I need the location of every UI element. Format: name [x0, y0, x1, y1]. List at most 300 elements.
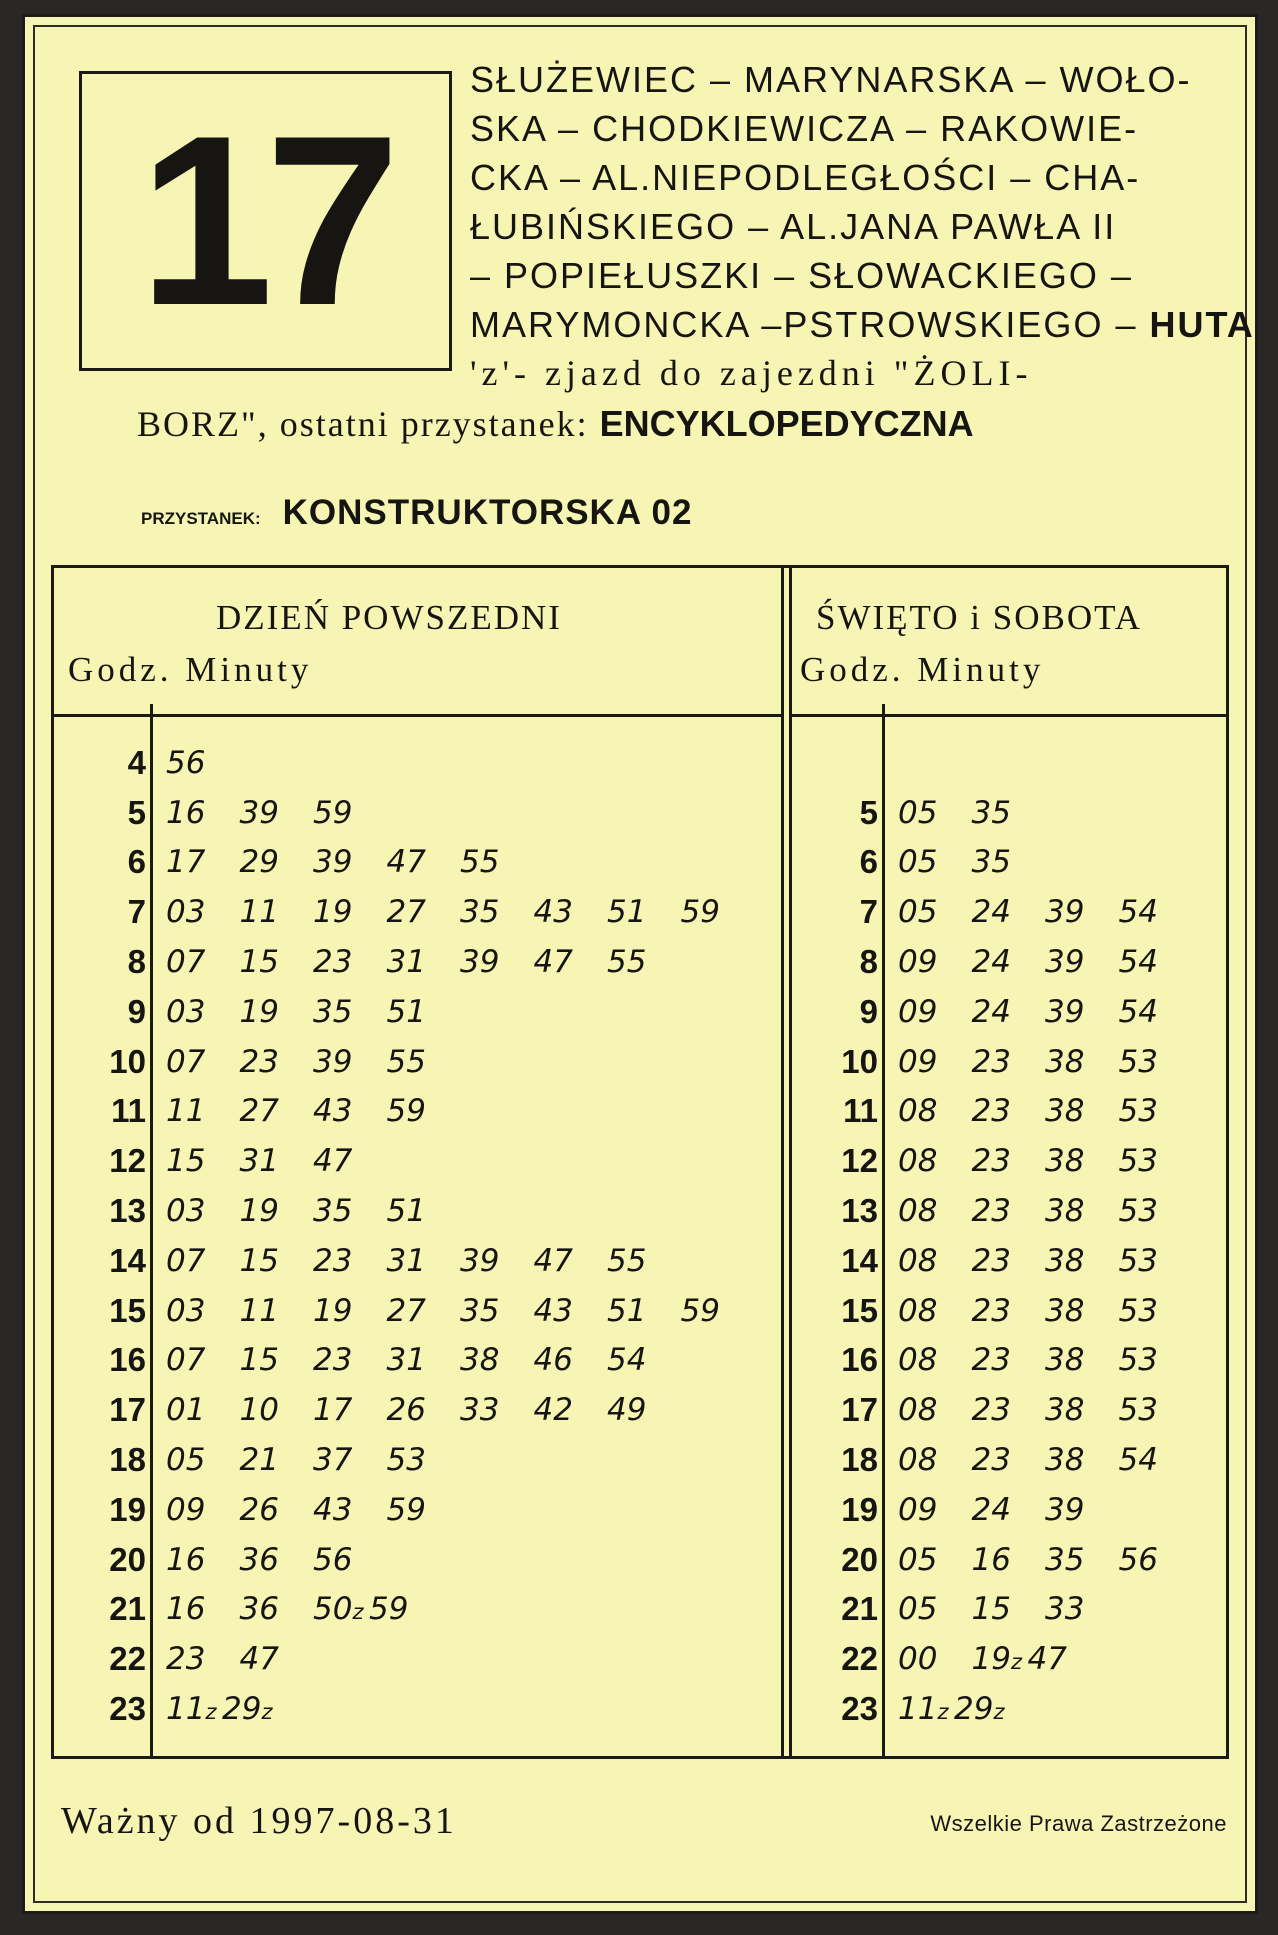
hour-cell: 12 [841, 1142, 878, 1180]
hour-cell: 10 [109, 1042, 146, 1080]
departure-minute: 39 [460, 1242, 500, 1279]
departure-minute: 39 [313, 844, 353, 881]
schedule-row [792, 1336, 1226, 1386]
departure-minute: 43 [313, 1093, 353, 1130]
line-number: 17 [138, 86, 393, 356]
hour-cell: 21 [841, 1590, 878, 1628]
minutes-cell [150, 1044, 460, 1080]
departure-minute: 03 [166, 993, 206, 1030]
departure-minute: 53 [1118, 1143, 1158, 1180]
departure-minute: 03 [166, 894, 206, 931]
departure-minute: 17 [313, 1392, 353, 1429]
departure-minute: 55 [460, 844, 500, 881]
departure-minute: 11z [166, 1691, 217, 1728]
hour-cell: 20 [841, 1540, 878, 1578]
hour-cell: 6 [859, 843, 878, 881]
departure-minute: 38 [1045, 1442, 1085, 1479]
hour-cell: 6 [127, 843, 146, 881]
departure-minute: 54 [1118, 894, 1158, 931]
minutes-cell [150, 1591, 443, 1627]
schedule-row [54, 1485, 781, 1535]
minutes-cell [882, 1044, 1192, 1080]
departure-minute: 38 [1045, 1392, 1085, 1429]
minutes-cell [150, 1542, 387, 1578]
weekday-subtitle: Godz. Minuty [68, 650, 313, 689]
departure-minute: 09 [898, 1043, 938, 1080]
valid-from: Ważny od 1997-08-31 [61, 1800, 457, 1842]
route-last-stop-line [137, 400, 974, 448]
schedule-row [792, 788, 1226, 838]
schedule-row [792, 1585, 1226, 1635]
minutes-cell [150, 894, 754, 930]
departure-minute: 23 [239, 1043, 279, 1080]
departure-minute: 53 [1118, 1043, 1158, 1080]
minutes-cell [150, 844, 534, 880]
departure-minute: 03 [166, 1193, 206, 1230]
schedule-row [792, 1385, 1226, 1435]
minutes-cell [150, 1342, 681, 1378]
schedule-row [792, 937, 1226, 987]
holiday-subtitle: Godz. Minuty [800, 650, 1045, 689]
departure-minute: 38 [1045, 1143, 1085, 1180]
departure-minute: 24 [971, 894, 1011, 931]
departure-minute: 36 [239, 1591, 279, 1628]
departure-minute: 23 [971, 1392, 1011, 1429]
departure-minute: 54 [1118, 1442, 1158, 1479]
minutes-cell [150, 795, 387, 831]
hour-cell: 18 [109, 1441, 146, 1479]
schedule-row [54, 1037, 781, 1087]
minutes-cell [150, 1492, 460, 1528]
schedule-row [792, 838, 1226, 888]
departure-minute: 23 [971, 1193, 1011, 1230]
departure-minute: 39 [313, 1043, 353, 1080]
departure-minute: 03 [166, 1292, 206, 1329]
schedule-row [54, 937, 781, 987]
departure-minute: 55 [386, 1043, 426, 1080]
hour-cell: 15 [841, 1291, 878, 1329]
departure-minute: 08 [898, 1242, 938, 1279]
departure-minute: 59 [313, 794, 353, 831]
hour-cell: 19 [109, 1490, 146, 1528]
hour-cell: 5 [859, 793, 878, 831]
minutes-cell [150, 1641, 313, 1677]
departure-minute: 46 [533, 1342, 573, 1379]
departure-minute: 24 [971, 1491, 1011, 1528]
minutes-cell [882, 944, 1192, 980]
schedule-row [792, 1286, 1226, 1336]
departure-minute: 35 [460, 894, 500, 931]
minutes-cell [150, 1093, 460, 1129]
departure-minute: 49 [607, 1392, 647, 1429]
departure-minute: 47 [313, 1143, 353, 1180]
departure-minute: 29z [222, 1691, 273, 1728]
route-line-text: BORZ", ostatni przystanek: [137, 404, 600, 444]
hour-cell: 17 [841, 1391, 878, 1429]
departure-minute: 23 [313, 1342, 353, 1379]
departure-minute: 59 [386, 1093, 426, 1130]
schedule-row [792, 1435, 1226, 1485]
departure-minute: 10 [239, 1392, 279, 1429]
holiday-header [792, 568, 1226, 717]
departure-minute: 59 [680, 894, 720, 931]
departure-minute: 16 [166, 1541, 206, 1578]
departure-minute: 05 [898, 1591, 938, 1628]
departure-minute: 07 [166, 1043, 206, 1080]
minutes-cell [150, 745, 240, 781]
weekday-rows [54, 738, 781, 1734]
hour-cell: 9 [127, 992, 146, 1030]
schedule-row [792, 887, 1226, 937]
departure-minute: 19z [971, 1641, 1022, 1678]
departure-minute: 23 [971, 1342, 1011, 1379]
departure-minute: 23 [971, 1292, 1011, 1329]
stop-info [141, 493, 692, 533]
departure-minute: 56 [166, 744, 206, 781]
departure-minute: 27 [386, 1292, 426, 1329]
minutes-cell [882, 1293, 1192, 1329]
departure-minute: 51 [607, 1292, 647, 1329]
departure-minute: 43 [313, 1491, 353, 1528]
departure-minute: 38 [1045, 1093, 1085, 1130]
departure-minute: 08 [898, 1342, 938, 1379]
rights-notice: Wszelkie Prawa Zastrzeżone [930, 1811, 1227, 1836]
departure-minute: 09 [898, 993, 938, 1030]
schedule-row [792, 1186, 1226, 1236]
departure-minute: 07 [166, 1342, 206, 1379]
route-line: CKA – AL.NIEPODLEGŁOŚCI – CHA- [470, 157, 1141, 198]
schedule-row [792, 1634, 1226, 1684]
departure-minute: 56 [1118, 1541, 1158, 1578]
departure-minute: 39 [1045, 993, 1085, 1030]
hour-cell: 13 [109, 1192, 146, 1230]
minutes-cell [150, 944, 681, 980]
schedule-row [54, 987, 781, 1037]
route-depot-note: 'z'- zjazd do zajezdni "ŻOLI- [470, 353, 1033, 393]
weekday-header [54, 568, 781, 717]
departure-minute: 00 [898, 1641, 938, 1678]
departure-minute: 39 [1045, 944, 1085, 981]
route-line-text: MARYMONCKA –PSTROWSKIEGO – [470, 304, 1150, 345]
departure-minute: 37 [313, 1442, 353, 1479]
hour-cell: 16 [841, 1341, 878, 1379]
minutes-cell [150, 1193, 460, 1229]
schedule-row [792, 987, 1226, 1037]
timetable [51, 565, 1229, 1759]
minutes-cell [882, 1342, 1192, 1378]
minutes-cell [882, 795, 1045, 831]
departure-minute: 31 [239, 1143, 279, 1180]
departure-minute: 19 [239, 1193, 279, 1230]
departure-minute: 07 [166, 944, 206, 981]
departure-minute: 47 [1027, 1641, 1067, 1678]
departure-minute: 24 [971, 944, 1011, 981]
departure-minute: 54 [1118, 993, 1158, 1030]
minutes-cell [150, 1442, 460, 1478]
schedule-row [54, 1634, 781, 1684]
minutes-cell [882, 1542, 1192, 1578]
minutes-cell [150, 994, 460, 1030]
schedule-row [54, 1385, 781, 1435]
departure-minute: 47 [239, 1641, 279, 1678]
departure-minute: 15 [971, 1591, 1011, 1628]
departure-minute: 38 [460, 1342, 500, 1379]
schedule-row [54, 1435, 781, 1485]
departure-minute: 21 [239, 1442, 279, 1479]
departure-minute: 53 [1118, 1292, 1158, 1329]
departure-minute: 17 [166, 844, 206, 881]
hour-cell: 10 [841, 1042, 878, 1080]
departure-minute: 47 [533, 944, 573, 981]
departure-minute: 08 [898, 1392, 938, 1429]
schedule-row [54, 788, 781, 838]
departure-minute: 08 [898, 1093, 938, 1130]
minutes-cell [882, 1442, 1192, 1478]
departure-minute: 31 [386, 1342, 426, 1379]
route-line: SKA – CHODKIEWICZA – RAKOWIE- [470, 108, 1139, 149]
departure-minute: 35 [313, 993, 353, 1030]
departure-minute: 19 [313, 894, 353, 931]
hour-cell: 14 [841, 1241, 878, 1279]
hour-cell: 7 [127, 893, 146, 931]
departure-minute: 23 [971, 1442, 1011, 1479]
departure-minute: 23 [971, 1093, 1011, 1130]
route-line [470, 300, 1255, 349]
departure-minute: 11 [239, 1292, 279, 1329]
route-terminus: HUTA [1149, 304, 1255, 345]
departure-minute: 35 [313, 1193, 353, 1230]
departure-minute: 11z [898, 1691, 949, 1728]
schedule-row [54, 1286, 781, 1336]
departure-minute: 39 [1045, 1491, 1085, 1528]
hour-cell: 18 [841, 1441, 878, 1479]
departure-minute: 38 [1045, 1292, 1085, 1329]
departure-minute: 24 [971, 993, 1011, 1030]
minutes-cell [882, 1392, 1192, 1428]
departure-minute: 23 [971, 1043, 1011, 1080]
departure-minute: 33 [1045, 1591, 1085, 1628]
departure-minute: 51 [607, 894, 647, 931]
departure-minute: 29z [954, 1691, 1005, 1728]
hour-cell: 11 [843, 1092, 878, 1130]
schedule-row [792, 738, 1226, 788]
departure-minute: 27 [239, 1093, 279, 1130]
schedule-row [54, 1236, 781, 1286]
hour-cell: 8 [859, 943, 878, 981]
departure-minute: 23 [313, 1242, 353, 1279]
departure-minute: 15 [239, 944, 279, 981]
departure-minute: 53 [1118, 1093, 1158, 1130]
hour-cell: 22 [109, 1640, 146, 1678]
departure-minute: 15 [239, 1242, 279, 1279]
minutes-cell [882, 994, 1192, 1030]
departure-minute: 09 [898, 1491, 938, 1528]
schedule-row [54, 1684, 781, 1734]
departure-minute: 15 [166, 1143, 206, 1180]
schedule-row [792, 1136, 1226, 1186]
departure-minute: 42 [533, 1392, 573, 1429]
departure-minute: 27 [386, 894, 426, 931]
departure-minute: 05 [166, 1442, 206, 1479]
schedule-row [792, 1087, 1226, 1137]
departure-minute: 38 [1045, 1242, 1085, 1279]
departure-minute: 15 [239, 1342, 279, 1379]
departure-minute: 35 [971, 794, 1011, 831]
departure-minute: 09 [166, 1491, 206, 1528]
minutes-cell [882, 1193, 1192, 1229]
hour-cell: 16 [109, 1341, 146, 1379]
minutes-cell [150, 1691, 278, 1727]
minutes-cell [882, 1492, 1119, 1528]
last-stop-name: ENCYKLOPEDYCZNA [599, 403, 974, 444]
departure-minute: 54 [607, 1342, 647, 1379]
schedule-row [792, 1037, 1226, 1087]
hour-cell: 21 [109, 1590, 146, 1628]
departure-minute: 16 [166, 794, 206, 831]
minutes-cell [882, 1243, 1192, 1279]
departure-minute: 19 [239, 993, 279, 1030]
hour-cell: 23 [841, 1690, 878, 1728]
weekday-title: DZIEŃ POWSZEDNI [216, 598, 562, 637]
schedule-row [54, 887, 781, 937]
holiday-rows [792, 738, 1226, 1734]
minutes-cell [882, 1691, 1010, 1727]
holiday-title: ŚWIĘTO i SOBOTA [816, 598, 1142, 637]
hour-cell: 13 [841, 1192, 878, 1230]
weekday-column [54, 568, 784, 1756]
stop-name: KONSTRUKTORSKA 02 [282, 493, 693, 532]
timetable-sheet [22, 14, 1258, 1914]
schedule-row [54, 1585, 781, 1635]
departure-minute: 23 [313, 944, 353, 981]
departure-minute: 43 [533, 894, 573, 931]
hour-cell: 20 [109, 1540, 146, 1578]
departure-minute: 05 [898, 894, 938, 931]
departure-minute: 38 [1045, 1342, 1085, 1379]
departure-minute: 38 [1045, 1043, 1085, 1080]
hour-cell: 8 [127, 943, 146, 981]
schedule-row [54, 1136, 781, 1186]
minutes-cell [882, 1093, 1192, 1129]
departure-minute: 05 [898, 1541, 938, 1578]
departure-minute: 16 [166, 1591, 206, 1628]
departure-minute: 53 [1118, 1242, 1158, 1279]
departure-minute: 59 [680, 1292, 720, 1329]
schedule-row [54, 1535, 781, 1585]
departure-minute: 36 [239, 1541, 279, 1578]
departure-minute: 47 [386, 844, 426, 881]
minutes-cell [882, 1591, 1119, 1627]
departure-minute: 54 [1118, 944, 1158, 981]
hour-cell: 5 [127, 793, 146, 831]
route-description [470, 55, 1255, 398]
departure-minute: 09 [898, 944, 938, 981]
schedule-row [54, 738, 781, 788]
minutes-cell [882, 1641, 1101, 1677]
minutes-cell [150, 1243, 681, 1279]
departure-minute: 35 [460, 1292, 500, 1329]
departure-minute: 35 [971, 844, 1011, 881]
departure-minute: 35 [1045, 1541, 1085, 1578]
departure-minute: 53 [1118, 1193, 1158, 1230]
route-line: ŁUBIŃSKIEGO – AL.JANA PAWŁA II [470, 206, 1117, 247]
schedule-row [792, 1236, 1226, 1286]
minutes-cell [882, 844, 1045, 880]
departure-minute: 55 [607, 944, 647, 981]
departure-minute: 19 [313, 1292, 353, 1329]
schedule-row [54, 838, 781, 888]
departure-minute: 38 [1045, 1193, 1085, 1230]
departure-minute: 08 [898, 1193, 938, 1230]
departure-minute: 11 [166, 1093, 206, 1130]
hour-cell: 23 [109, 1690, 146, 1728]
departure-minute: 56 [313, 1541, 353, 1578]
route-line: – POPIEŁUSZKI – SŁOWACKIEGO – [470, 255, 1133, 296]
departure-minute: 33 [460, 1392, 500, 1429]
departure-minute: 39 [1045, 894, 1085, 931]
departure-minute: 39 [239, 794, 279, 831]
hour-cell: 9 [859, 992, 878, 1030]
departure-minute: 31 [386, 1242, 426, 1279]
schedule-row [792, 1535, 1226, 1585]
departure-minute: 07 [166, 1242, 206, 1279]
departure-minute: 29 [239, 844, 279, 881]
hour-cell: 15 [109, 1291, 146, 1329]
departure-minute: 23 [166, 1641, 206, 1678]
departure-minute: 50z [313, 1591, 364, 1628]
minutes-cell [150, 1293, 754, 1329]
departure-minute: 08 [898, 1442, 938, 1479]
hour-cell: 19 [841, 1490, 878, 1528]
departure-minute: 55 [607, 1242, 647, 1279]
departure-minute: 01 [166, 1392, 206, 1429]
minutes-cell [150, 1143, 387, 1179]
hour-cell: 7 [859, 893, 878, 931]
departure-minute: 23 [971, 1143, 1011, 1180]
departure-minute: 26 [386, 1392, 426, 1429]
minutes-cell [882, 894, 1192, 930]
departure-minute: 05 [898, 794, 938, 831]
hour-cell: 14 [109, 1241, 146, 1279]
minutes-cell [150, 1392, 681, 1428]
departure-minute: 53 [1118, 1392, 1158, 1429]
hour-cell: 17 [109, 1391, 146, 1429]
schedule-row [792, 1485, 1226, 1535]
hour-cell: 22 [841, 1640, 878, 1678]
line-number-box [79, 71, 452, 371]
stop-label: PRZYSTANEK: [141, 509, 261, 528]
schedule-row [792, 1684, 1226, 1734]
departure-minute: 31 [386, 944, 426, 981]
departure-minute: 08 [898, 1143, 938, 1180]
route-line: SŁUŻEWIEC – MARYNARSKA – WOŁO- [470, 59, 1192, 100]
schedule-row [54, 1087, 781, 1137]
holiday-column [789, 568, 1226, 1756]
departure-minute: 11 [239, 894, 279, 931]
departure-minute: 59 [369, 1591, 409, 1628]
minutes-cell [882, 1143, 1192, 1179]
hour-cell: 4 [127, 743, 146, 781]
hour-cell: 11 [111, 1092, 146, 1130]
departure-minute: 53 [386, 1442, 426, 1479]
departure-minute: 51 [386, 1193, 426, 1230]
schedule-row [54, 1336, 781, 1386]
departure-minute: 59 [386, 1491, 426, 1528]
hour-cell: 12 [109, 1142, 146, 1180]
departure-minute: 16 [971, 1541, 1011, 1578]
departure-minute: 47 [533, 1242, 573, 1279]
departure-minute: 05 [898, 844, 938, 881]
